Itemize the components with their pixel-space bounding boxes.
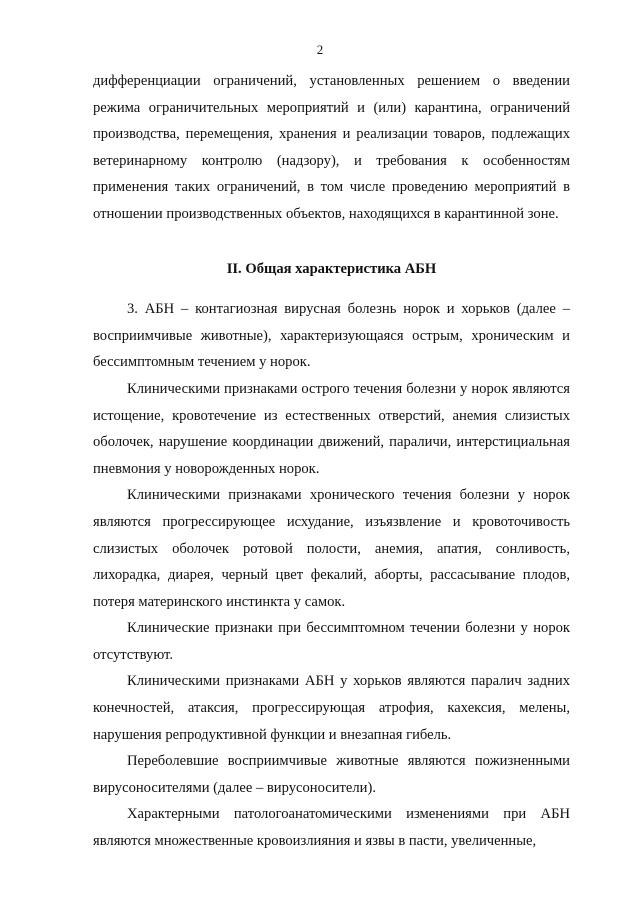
document-body (93, 68, 570, 855)
paragraph-item-5: Клиническими признаками АБН у хорьков являются паралич задних конечностей, атаксия, прогрессирующая атрофия, кахексия, мелены, нарушения репродуктивной функции и внезапная гибель. (93, 673, 570, 743)
paragraph-item-4: Клинические признаки при бессимптомном течении болезни у норок отсутствуют. (93, 620, 570, 663)
section-title: II. Общая характеристика АБН (226, 260, 437, 277)
paragraph-item-3: Клиническими признаками хронического течения болезни у норок являются прогрессирующее исхудание, изъязвление и кровоточивость слизистых оболочек ротовой полости, анемия, апатия, сонливость, лихорадка, диарея, черный цвет фекалий, аборты, рассасывание плодов, потеря материнского инстинкта у самок. (93, 487, 570, 610)
paragraph-item-1: 3. АБН – контагиозная вирусная болезнь норок и хорьков (далее – восприимчивые животные), характеризующаяся острым, хроническим и бессимптомным течением у норок. (93, 301, 570, 371)
paragraph-item-2: Клиническими признаками острого течения болезни у норок являются истощение, кровотечение из естественных отверстий, анемия слизистых оболочек, нарушение координации движений, параличи, интерстициальная пневмония у новорожденных норок. (93, 380, 570, 477)
intro-paragraph: дифференциации ограничений, установленных решением о введении режима ограничительных мероприятий и (или) карантина, ограничений производства, перемещения, хранения и реализации товаров, подлежащих ветеринарному контролю (надзору), и требования к особенностям применения таких ограничений, в том числе проведению мероприятий в отношении производственных объектов, находящихся в карантинной зоне. (93, 73, 570, 222)
paragraph-item-7: Характерными патологоанатомическими изменениями при АБН являются множественные кровоизлияния и язвы в пасти, увеличенные, (93, 806, 570, 850)
page-number: 2 (316, 42, 324, 57)
paragraph-item-6: Переболевшие восприимчивые животные являются пожизненными вирусоносителями (далее – вирусоносители). (93, 753, 570, 796)
